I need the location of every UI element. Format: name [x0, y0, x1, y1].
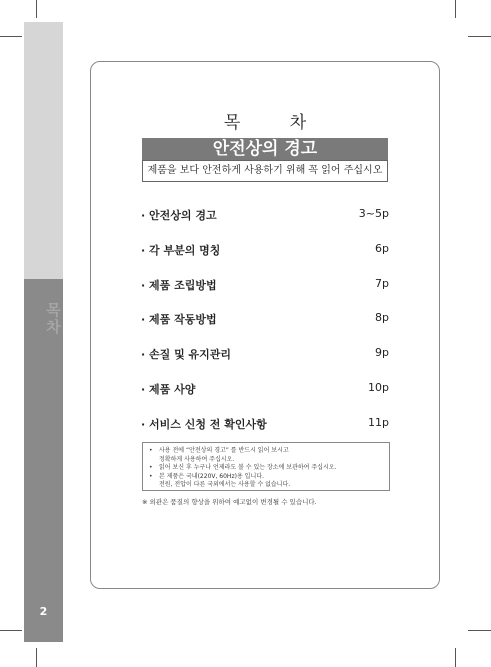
bullet-icon: •	[149, 464, 153, 472]
toc-item-page: 9p	[375, 346, 389, 360]
notice-text: 사용 전에 “안전상의 경고” 를 반드시 읽어 보시고	[159, 447, 289, 454]
notice-line	[149, 464, 383, 473]
crop-mark	[468, 36, 491, 37]
toc-item-page: 10p	[368, 380, 389, 394]
toc-item-page: 7p	[375, 276, 389, 290]
toc-item-title: · 제품 조립방법	[141, 278, 217, 292]
toc-item[interactable]	[141, 381, 389, 416]
crop-mark	[455, 0, 456, 18]
crop-mark	[36, 0, 37, 18]
toc-item-page: 3~5p	[358, 207, 389, 220]
crop-mark	[0, 630, 22, 631]
bullet-icon: •	[149, 472, 153, 480]
footnote: ※ 외관은 품질의 향상을 위하여 예고없이 변경될 수 있습니다.	[142, 498, 317, 506]
bullet-icon: •	[149, 447, 153, 454]
toc-item[interactable]	[141, 346, 389, 381]
page-number: 2	[39, 605, 48, 618]
notice-line	[149, 447, 383, 456]
notice-box	[142, 442, 390, 491]
toc-item-title: · 안전상의 경고	[141, 209, 217, 222]
notice-text: 읽어 보신 후 누구나 언제라도 볼 수 있는 장소에 보관하여 주십시오.	[159, 464, 337, 472]
crop-mark	[36, 648, 37, 667]
toc-item-title: · 서비스 신청 전 확인사항	[141, 417, 267, 431]
toc-item[interactable]	[141, 277, 389, 312]
notice-text: 전원, 전압이 다른 국외에서는 사용할 수 없습니다.	[159, 481, 291, 489]
toc-item-page: 6p	[375, 241, 389, 255]
sidebar	[24, 22, 63, 642]
section-banner: 안전상의 경고	[142, 138, 388, 160]
toc-item-title: · 각 부분의 명칭	[141, 243, 221, 257]
toc-item[interactable]	[141, 311, 389, 346]
toc-item-title: · 제품 사양	[141, 382, 196, 396]
sidebar-top-band	[24, 22, 63, 279]
section-subtitle: 제품을 보다 안전하게 사용하기 위해 꼭 읽어 주십시오	[142, 160, 388, 182]
toc-item-page: 11p	[368, 415, 389, 429]
toc-item-page: 8p	[375, 311, 389, 325]
notice-line	[149, 481, 383, 490]
toc-item[interactable]	[141, 242, 389, 277]
crop-mark	[468, 630, 491, 631]
sidebar-label: 목차	[44, 302, 62, 336]
toc-title: 목 차	[223, 113, 329, 133]
toc-item[interactable]	[141, 207, 389, 242]
notice-text: 본 제품은 국내(220V, 60Hz)용 입니다.	[159, 472, 264, 480]
toc-item-title: · 제품 작동방법	[141, 313, 217, 327]
toc-card	[90, 61, 440, 589]
crop-mark	[455, 648, 456, 667]
crop-mark	[0, 36, 22, 37]
toc-list	[141, 207, 389, 451]
toc-item-title: · 손질 및 유지관리	[141, 348, 232, 362]
notice-text: 정확하게 사용하여 주십시오.	[159, 455, 235, 463]
notice-line	[149, 456, 383, 465]
